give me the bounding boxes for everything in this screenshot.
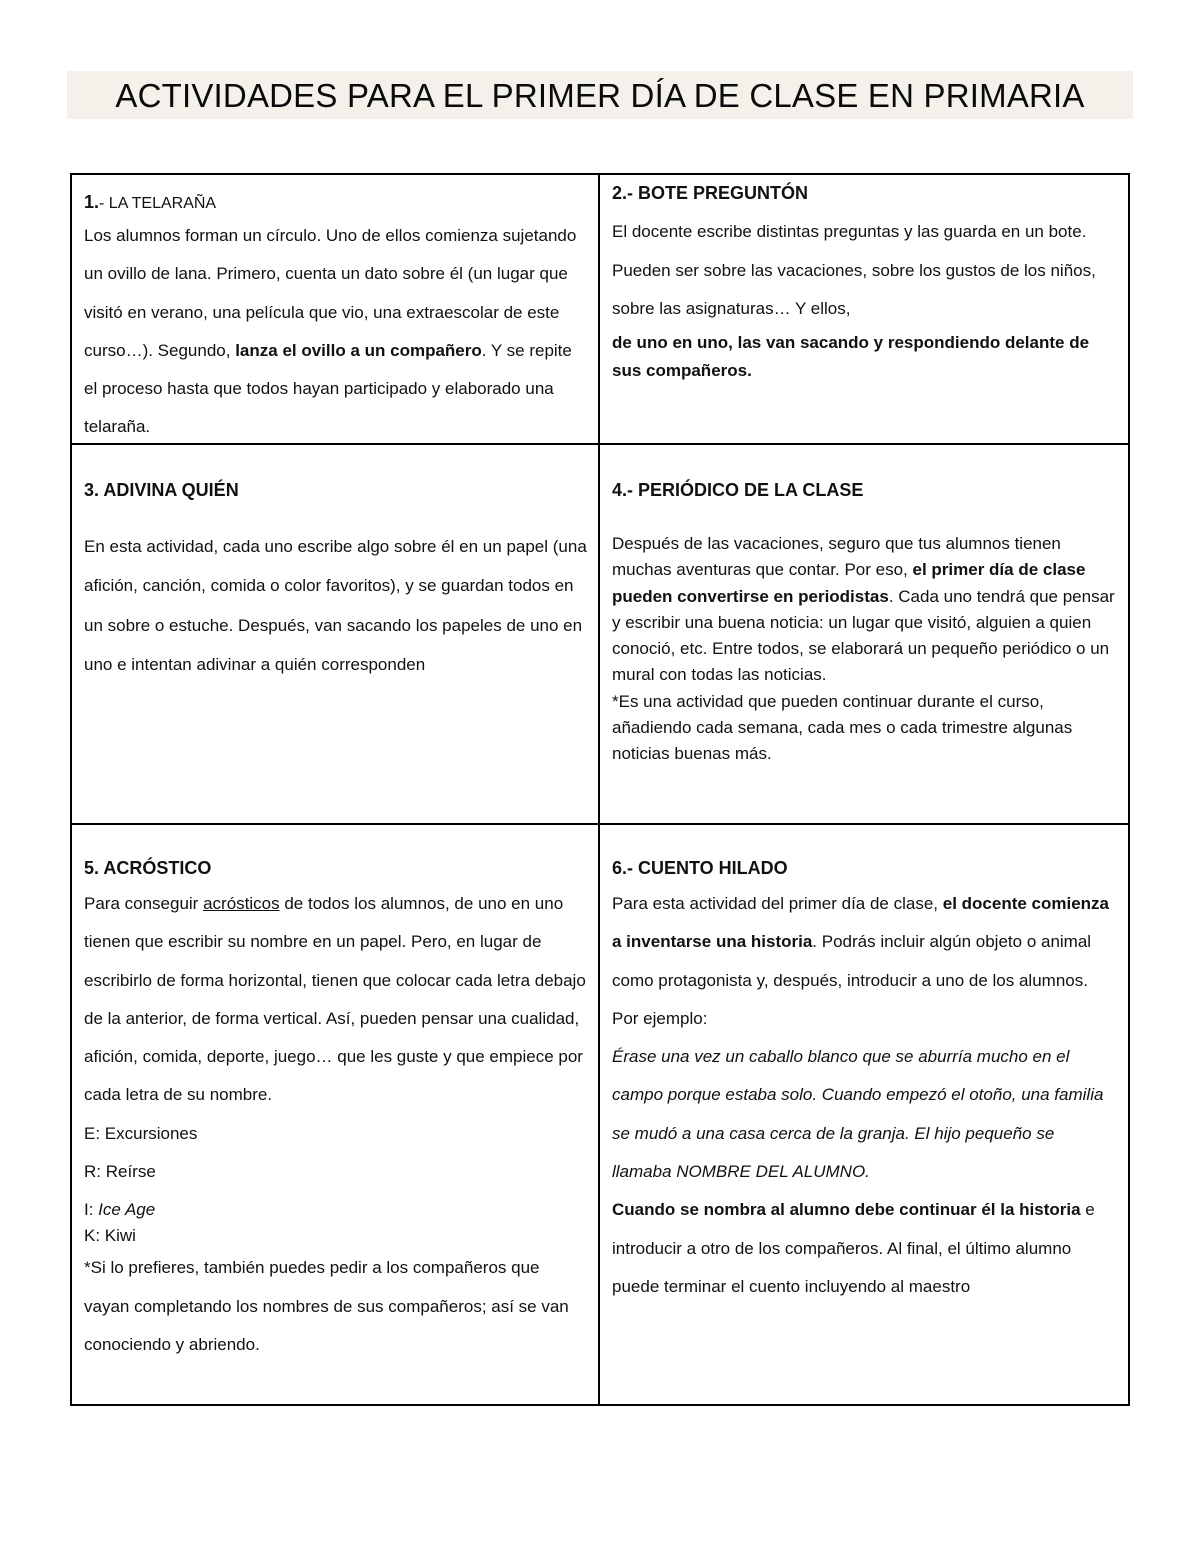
activity-1-text-1: Los alumnos forman un círculo. Uno de ellos comienza sujetando un ovillo de lana. Primero, cuenta un dato sobre él (un lugar que visitó en verano, una película que vio, una extraescolar de este curso…). Segundo, bbox=[84, 226, 577, 360]
activity-3-text: En esta actividad, cada uno escribe algo sobre él en un papel (una afición, canción, comida o color favoritos), y se guardan todos en un sobre o estuche. Después, van sacando los papeles de uno en uno e intentan adivinar a quién corresponden bbox=[84, 537, 587, 674]
page-title: ACTIVIDADES PARA EL PRIMER DÍA DE CLASE EN PRIMARIA bbox=[115, 77, 1085, 114]
activity-1-body bbox=[84, 217, 588, 445]
activity-2-text-1: El docente escribe distintas preguntas y las guarda en un bote. Pueden ser sobre las vacaciones, sobre los gustos de los niños, sobre las asignaturas… Y ellos, bbox=[612, 222, 1096, 318]
acrostic-i-value: Ice Age bbox=[98, 1200, 156, 1220]
activity-4-text-2: . Cada uno tendrá que pensar y escribir una buena noticia: un lugar que visitó, alguien a quien conoció, etc. Entre todos, se elaborará un pequeño periódico o un mural con todas las noticias. bbox=[612, 586, 1115, 685]
acrosticos-link[interactable]: acrósticos bbox=[203, 894, 280, 913]
activity-6-title: 6.- CUENTO HILADO bbox=[612, 858, 788, 878]
activity-1-number: 1. bbox=[84, 192, 100, 212]
acrostic-i bbox=[84, 1197, 588, 1223]
activity-2-title: 2.- BOTE PREGUNTÓN bbox=[612, 183, 809, 203]
activity-6-text-bold-2: Cuando se nombra al alumno debe continuar él la historia bbox=[612, 1200, 1081, 1220]
acrostic-r: R: Reírse bbox=[84, 1162, 156, 1182]
activity-5-text-1: Para conseguir bbox=[84, 894, 204, 913]
activity-5-text-2: de todos los alumnos, de uno en uno tienen que escribir su nombre en un papel. Pero, en lugar de escribirlo de forma horizontal, tienen que colocar cada letra debajo de la anterior, de forma vertical. Así, pueden pensar una cualidad, afición, comida, deporte, juego… que les guste y que empiece por cada letra de su nombre. bbox=[84, 894, 586, 1105]
activity-5-title: 5. ACRÓSTICO bbox=[84, 858, 212, 878]
activity-4-note: *Es una actividad que pueden continuar durante el curso, añadiendo cada semana, cada mes o cada trimestre algunas noticias buenas más. bbox=[612, 691, 1073, 764]
activity-cell-6 bbox=[600, 825, 1128, 1404]
activity-cell-4 bbox=[600, 445, 1128, 825]
activities-table bbox=[70, 173, 1130, 1406]
activity-cell-3 bbox=[72, 445, 600, 825]
activity-4-text-bold: el primer día de clase pueden convertirse en periodistas bbox=[612, 560, 1086, 606]
activity-6-text-3: e introducir a otro de los compañeros. Al final, el último alumno puede terminar el cuento incluyendo al maestro bbox=[612, 1200, 1095, 1296]
activity-6-text-1: Para esta actividad del primer día de clase, bbox=[612, 894, 943, 913]
activity-cell-1 bbox=[72, 175, 600, 445]
title-banner bbox=[67, 71, 1133, 119]
activity-cell-5 bbox=[72, 825, 600, 1404]
activity-cell-2 bbox=[600, 175, 1128, 445]
acrostic-i-letter: I: bbox=[84, 1200, 99, 1220]
activity-6-text-2: . Podrás incluir algún objeto o animal como protagonista y, después, introducir a uno de los alumnos. Por ejemplo: bbox=[612, 932, 1092, 1028]
acrostic-k: K: Kiwi bbox=[84, 1226, 136, 1246]
activity-4-body bbox=[612, 531, 1118, 689]
activity-4-title: 4.- PERIÓDICO DE LA CLASE bbox=[612, 480, 864, 500]
activity-6-text-bold: el docente comienza a inventarse una historia bbox=[612, 894, 1110, 952]
activity-2-text-bold: de uno en uno, las van sacando y respondiendo delante de sus compañeros. bbox=[612, 332, 1090, 380]
activity-5-body bbox=[84, 885, 588, 1115]
activity-5-note: *Si lo prefieres, también puedes pedir a los compañeros que vayan completando los nombres de sus compañeros; así se van conociendo y abriendo. bbox=[84, 1258, 569, 1354]
activity-4-text-1: Después de las vacaciones, seguro que tus alumnos tienen muchas aventuras que contar. Por eso, bbox=[612, 534, 1061, 580]
activity-1-text-bold: lanza el ovillo a un compañero bbox=[235, 340, 482, 360]
activity-6-story: Érase una vez un caballo blanco que se aburría mucho en el campo porque estaba solo. Cuando empezó el otoño, una familia se mudó a una casa cerca de la granja. El hijo pequeño se llamaba NOMBRE DEL ALUMNO. bbox=[612, 1047, 1104, 1182]
activity-1-text-2: . Y se repite el proceso hasta que todos hayan participado y elaborado una telaraña. bbox=[84, 340, 572, 437]
activity-6-body bbox=[612, 885, 1118, 1038]
acrostic-e: E: Excursiones bbox=[84, 1123, 198, 1143]
activity-1-heading bbox=[84, 189, 588, 217]
activity-1-title: - LA TELARAÑA bbox=[99, 195, 217, 212]
activity-3-title: 3. ADIVINA QUIÉN bbox=[84, 480, 239, 500]
activity-6-closing bbox=[612, 1191, 1118, 1306]
